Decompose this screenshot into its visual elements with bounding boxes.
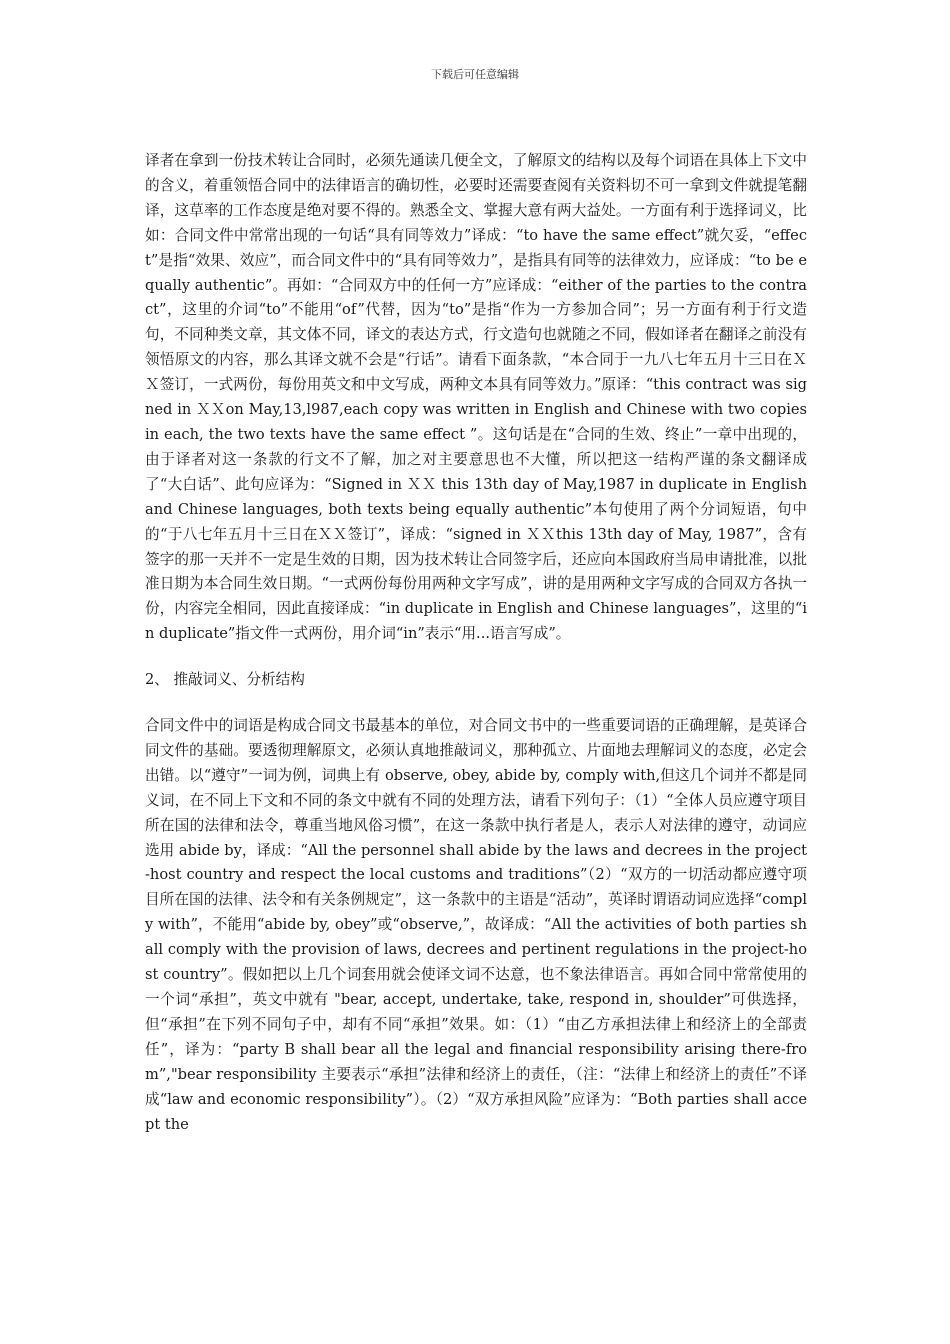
page-header: 下载后可任意编辑	[431, 68, 519, 81]
paragraph-word-meaning: 合同文件中的词语是构成合同文书最基本的单位，对合同文书中的一些重要词语的正确理解，是英译合同文件的基础。要透彻理解原文，必须认真地推敲词义，那种孤立、片面地去理解词义的态度，必定会出错。以“遵守”一词为例，词典上有 observe, obey, abide by, comply with,但这几个词并不都是同义词，在不同上下文和不同的条文中就有不同的处理方法，请看下列句子：（1）“全体人员应遵守项目所在国的法律和法令，尊重当地风俗习惯”，在这一条款中执行者是人，表示人对法律的遵守，动词应选用 abide by，译成：“All the personnel shall abide by the laws and decrees in the project-host country and respect the local customs and traditions”（2）“双方的一切活动都应遵守项目所在国的法律、法令和有关条例规定”，这一条款中的主语是“活动”，英译时谓语动词应选择“comply with”，不能用“abide by, obey”或“observe,”，故译成：“All the activities of both parties shall comply with the provision of laws, decrees and pertinent regulations in the project-host country”。假如把以上几个词套用就会使译文词不达意，也不象法律语言。再如合同中常常使用的一个词“承担”，英文中就有 "bear, accept, undertake, take, respond in, shoulder”可供选择，但“承担”在下列不同句子中，却有不同“承担”效果。如：（1）“由乙方承担法律上和经济上的全部责任”，译为：“party B shall bear all the legal and financial responsibility arising there-from”,"bear responsibility 主要表示“承担”法律和经济上的责任，（注：“法律上和经济上的责任”不译成“law and economic responsibility”）。（2）“双方承担风险”应译为：“Both parties shall accept the	[145, 717, 807, 1133]
document-body	[145, 149, 807, 1137]
paragraph-reading-full-text: 译者在拿到一份技术转让合同时，必须先通读几便全文，了解原文的结构以及每个词语在具体上下文中的含义，着重领悟合同中的法律语言的确切性，必要时还需要查阅有关资料切不可一拿到文件就提笔翻译，这草率的工作态度是绝对要不得的。熟悉全文、掌握大意有两大益处。一方面有利于选择词义，比如：合同文件中常常出现的一句话“具有同等效力”译成：“to have the same effect”就欠妥，“effect”是指“效果、效应”，而合同文件中的“具有同等效力”，是指具有同等的法律效力，应译成：“to be equally authentic”。再如：“合同双方中的任何一方”应译成：“either of the parties to the contract”，这里的介词“to”不能用“of”代替，因为“to”是指“作为一方参加合同”；另一方面有利于行文造句，不同种类文章，其文体不同，译文的表达方式，行文造句也就随之不同，假如译者在翻译之前没有领悟原文的内容，那么其译文就不会是“行话”。请看下面条款，“本合同于一九八七年五月十三日在ＸＸ签订，一式两份，每份用英文和中文写成，两种文本具有同等效力。”原译：“this contract was signed in ＸＸon May,13,l987,each copy was written in English and Chinese with two copies in each, the two texts have the same effect ”。这句话是在“合同的生效、终止”一章中出现的，由于译者对这一条款的行文不了解，加之对主要意思也不大懂，所以把这一结构严谨的条文翻译成了“大白话”、此句应译为：“Signed in ＸＸ this 13th day of May,1987 in duplicate in English and Chinese languages, both texts being equally authentic”本句使用了两个分词短语，句中的“于八七年五月十三日在ＸＸ签订”，译成：“signed in ＸＸthis 13th day of May, 1987”，含有签字的那一天并不一定是生效的日期，因为技术转让合同签字后，还应向本国政府当局申请批准，以批准日期为本合同生效日期。“一式两份每份用两种文字写成”，讲的是用两种文字写成的合同双方各执一份，内容完全相同，因此直接译成：“in duplicate in English and Chinese languages”，这里的“in duplicate”指文件一式两份，用介词“in”表示“用...语言写成”。	[145, 152, 807, 643]
section-heading-2: 2、 推敲词义、分析结构	[145, 671, 305, 689]
